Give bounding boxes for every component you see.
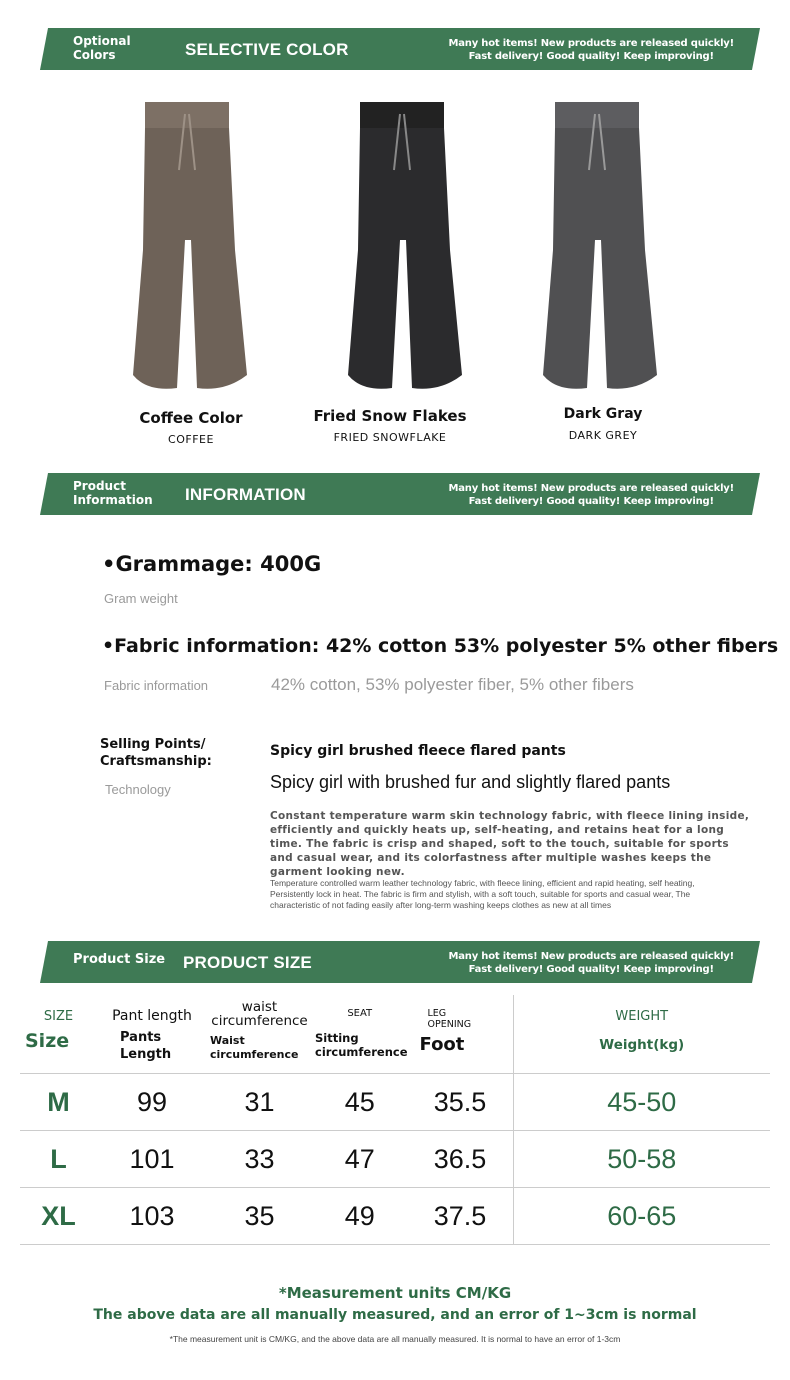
- footer-note: The above data are all manually measured, and an error of 1~3cm is normal: [93, 1307, 697, 1323]
- cell-weight: 50-58: [513, 1131, 770, 1188]
- banner-tagline: Many hot items! New products are released quickly! Fast delivery! Good quality! Keep improving!: [448, 951, 734, 975]
- grammage-heading: •Grammage: 400G: [102, 552, 322, 576]
- cell-length: 101: [97, 1131, 207, 1188]
- header-pant-length: Pant length Pants Length: [97, 995, 207, 1074]
- pants-image-dark-gray: [535, 100, 670, 395]
- banner-title: PRODUCT SIZE: [183, 953, 312, 972]
- cell-foot: 36.5: [408, 1131, 514, 1188]
- footer-units: *Measurement units CM/KG: [278, 1284, 512, 1302]
- selling-title: Spicy girl brushed fleece flared pants: [270, 743, 566, 759]
- cell-waist: 31: [207, 1074, 312, 1131]
- banner-title: SELECTIVE COLOR: [185, 40, 349, 59]
- table-row-xl: [20, 1188, 770, 1245]
- cell-weight: 45-50: [513, 1074, 770, 1131]
- header-size: SIZE Size: [20, 995, 97, 1074]
- technology-label: Technology: [105, 782, 171, 797]
- cell-size: L: [20, 1131, 97, 1188]
- cell-size: XL: [20, 1188, 97, 1245]
- cell-seat: 49: [312, 1188, 408, 1245]
- cell-foot: 37.5: [408, 1188, 514, 1245]
- color-sub-coffee: COFFEE: [168, 433, 214, 446]
- fabric-value: 42% cotton, 53% polyester fiber, 5% other fibers: [271, 675, 634, 694]
- footer-small-note: *The measurement unit is CM/KG, and the above data are all manually measured. It is normal to have an error of 1-3cm: [169, 1334, 621, 1344]
- banner-information: [40, 473, 760, 515]
- pants-image-snowflake: [340, 100, 475, 395]
- selling-paragraph: Constant temperature warm skin technology fabric, with fleece lining inside, efficiently and quickly heats up, self-heating, and retains heat for a long time. The fabric is crisp and shaped, soft to the touch, suitable for sports and casual wear, and its colorfastness after multiple washes keeps the garment looking new.: [270, 810, 750, 878]
- cell-length: 99: [97, 1074, 207, 1131]
- header-weight: WEIGHT Weight(kg): [513, 995, 770, 1074]
- table-header-row: [20, 995, 770, 1074]
- banner-small-label: Product Size: [73, 952, 166, 967]
- grammage-sub: Gram weight: [104, 591, 178, 606]
- color-sub-snowflake: FRIED SNOWFLAKE: [333, 431, 447, 444]
- table-row-m: [20, 1074, 770, 1131]
- banner-tagline: Many hot items! New products are released quickly! Fast delivery! Good quality! Keep improving!: [448, 38, 734, 62]
- cell-seat: 47: [312, 1131, 408, 1188]
- cell-weight: 60-65: [513, 1188, 770, 1245]
- fabric-heading: •Fabric information: 42% cotton 53% polyester 5% other fibers: [102, 635, 779, 657]
- cell-length: 103: [97, 1188, 207, 1245]
- color-name-coffee: Coffee Color: [139, 409, 243, 427]
- selling-points-label: Selling Points/ Craftsmanship:: [100, 737, 212, 769]
- cell-waist: 35: [207, 1188, 312, 1245]
- banner-small-label: Optional Colors: [73, 34, 131, 62]
- banner-tagline: Many hot items! New products are released quickly! Fast delivery! Good quality! Keep improving!: [448, 483, 734, 507]
- pants-image-coffee: [125, 100, 260, 395]
- header-leg-opening: LEG OPENING Foot: [408, 995, 514, 1074]
- cell-size: M: [20, 1074, 97, 1131]
- banner-small-label: Product Information: [73, 479, 153, 507]
- banner-selective-color: [40, 28, 760, 70]
- cell-foot: 35.5: [408, 1074, 514, 1131]
- selling-subtitle: Spicy girl with brushed fur and slightly flared pants: [270, 772, 671, 792]
- header-waist: waist circumference Waist circumference: [207, 995, 312, 1074]
- banner-product-size: [40, 941, 760, 983]
- cell-waist: 33: [207, 1131, 312, 1188]
- selling-paragraph-small: Temperature controlled warm leather technology fabric, with fleece lining, efficient and rapid heating, self heating, Persistently lock in heat. The fabric is firm and stylish, with a soft touch, suitable for sports and casual wear, The characteristic of not fading easily after long-term washing keeps clothes as new at all times: [270, 878, 695, 910]
- fabric-label: Fabric information: [104, 678, 209, 693]
- table-row-l: [20, 1131, 770, 1188]
- color-name-dark-gray: Dark Gray: [563, 406, 643, 422]
- cell-seat: 45: [312, 1074, 408, 1131]
- color-sub-dark-gray: DARK GREY: [568, 429, 638, 442]
- banner-title: INFORMATION: [185, 485, 306, 504]
- size-table: [20, 995, 770, 1245]
- color-name-snowflake: Fried Snow Flakes: [313, 407, 467, 425]
- header-seat: SEAT Sitting circumference: [312, 995, 408, 1074]
